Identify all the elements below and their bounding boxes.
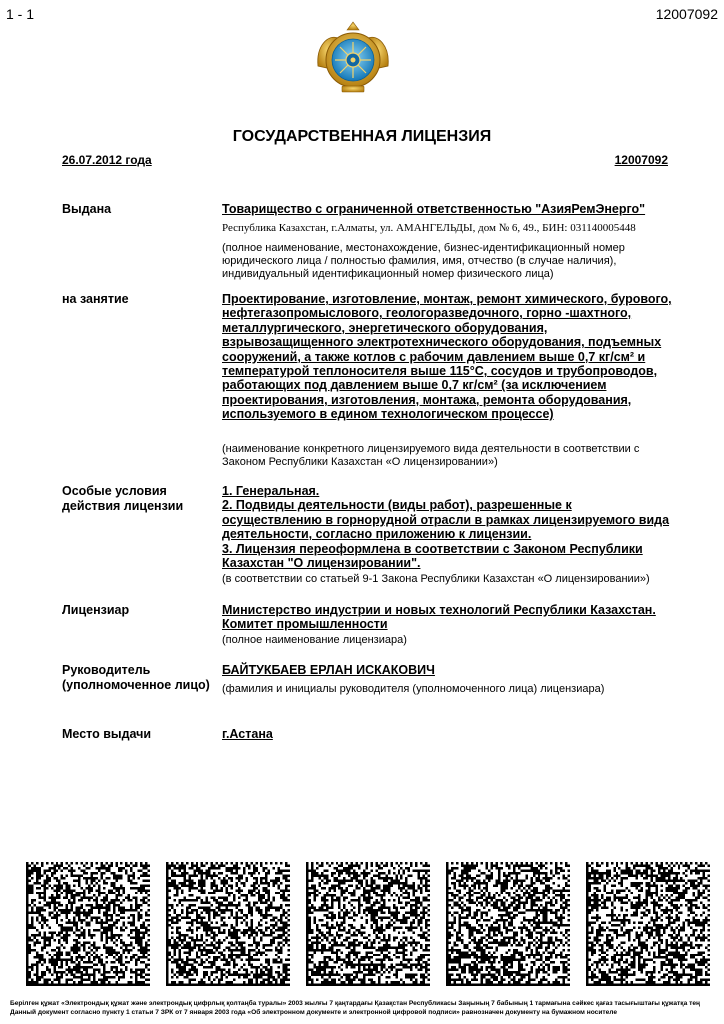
document-title: ГОСУДАРСТВЕННАЯ ЛИЦЕНЗИЯ xyxy=(232,128,492,145)
licensee-name: Товарищество с ограниченной ответственностью "АзияРемЭнерго" xyxy=(222,202,646,216)
qr-code-3 xyxy=(306,862,430,986)
conditions-note: (в соответствии со статьей 9-1 Закона Республики Казахстан «О лицензировании») xyxy=(222,573,650,585)
qr-code-row xyxy=(26,862,716,986)
document-id: 12007092 xyxy=(655,6,718,22)
qr-code-5 xyxy=(586,862,710,986)
licensee-address: Республика Казахстан, г.Алматы, ул. АМАНГЕЛЬДЫ, дом № 6, 49., БИН: 031140005448 xyxy=(222,222,636,234)
condition-item-2: 2. Подвиды деятельности (виды работ), разрешенные к осуществлению в горнорудной отрасли в рамках лицензируемого вида деятельности, согласно приложению к лицензии. xyxy=(222,498,670,542)
state-emblem-icon xyxy=(314,20,392,98)
place-label: Место выдачи xyxy=(62,727,152,741)
issue-date: 26.07.2012 года xyxy=(62,153,152,167)
licensor-note: (полное наименование лицензиара) xyxy=(222,634,407,646)
condition-item-1: 1. Генеральная. xyxy=(222,484,320,498)
activity-label: на занятие xyxy=(62,292,129,306)
head-label-line1: Руководитель xyxy=(62,663,151,677)
conditions-label-line1: Особые условия xyxy=(62,484,167,498)
head-name: БАЙТУКБАЕВ ЕРЛАН ИСКАКОВИЧ xyxy=(222,663,435,677)
footer-line-ru: Данный документ согласно пункту 1 статьи 7 ЗРК от 7 января 2003 года «Об электронном документе и электронной цифровой подписи» равнозначен документу на бумажном носителе xyxy=(10,1009,618,1016)
licensor-label: Лицензиар xyxy=(62,603,130,617)
footer-line-kz: Берілген құжат «Электрондық құжат және электрондық цифрлық қолтаңба туралы» 2003 жылғы 7 қаңтардағы Қазақстан Республикасы Заңының 7 бабының 1 тармағына сәйкес қағаз тасығыштағы құжатқа тең xyxy=(10,1000,700,1007)
qr-code-2 xyxy=(166,862,290,986)
head-label xyxy=(62,663,210,693)
condition-item-3: 3. Лицензия переоформлена в соответствии с Законом Республики Казахстан "О лицензировании". xyxy=(222,541,643,571)
head-note: (фамилия и инициалы руководителя (уполномоченного лица) лицензиара) xyxy=(222,683,605,695)
head-label-line2: (уполномоченное лицо) xyxy=(62,678,210,692)
legal-footer xyxy=(10,999,714,1017)
conditions-label xyxy=(62,484,183,514)
activity-note: (наименование конкретного лицензируемого вида деятельности в соответствии с Законом Республики Казахстан «О лицензировании») xyxy=(222,443,640,468)
conditions-list xyxy=(222,484,672,570)
conditions-label-line2: действия лицензии xyxy=(62,499,184,513)
place-value: г.Астана xyxy=(222,727,273,741)
issued-to-label: Выдана xyxy=(62,202,112,216)
activity-text: Проектирование, изготовление, монтаж, ремонт химического, бурового, нефтегазопромыслового, геологоразведочного, горно -шахтного, металлургического, энергетического оборудования, взрывозащищенного электротехнического оборудования, подъемных сооружений, а также котлов с рабочим давлением выше 0,7 кг/см² и температурой теплоносителя выше 115°С, сосудов и трубопроводов, работающих под давлением выше 0,7 кг/см² (за исключением проектирования, изготовления, монтажа, ремонта оборудования, используемого в едином технологическом процессе) xyxy=(222,292,672,422)
license-number: 12007092 xyxy=(614,153,668,167)
licensor-text: Министерство индустрии и новых технологий Республики Казахстан. Комитет промышленности xyxy=(222,603,656,632)
qr-code-4 xyxy=(446,862,570,986)
page-number: 1 - 1 xyxy=(6,6,35,22)
qr-code-1 xyxy=(26,862,150,986)
licensee-note: (полное наименование, местонахождение, бизнес-идентификационный номер юридического лица / полностью фамилия, имя, отчество (в случае наличия), индивидуальный идентификационный номер физического лица) xyxy=(222,242,625,280)
